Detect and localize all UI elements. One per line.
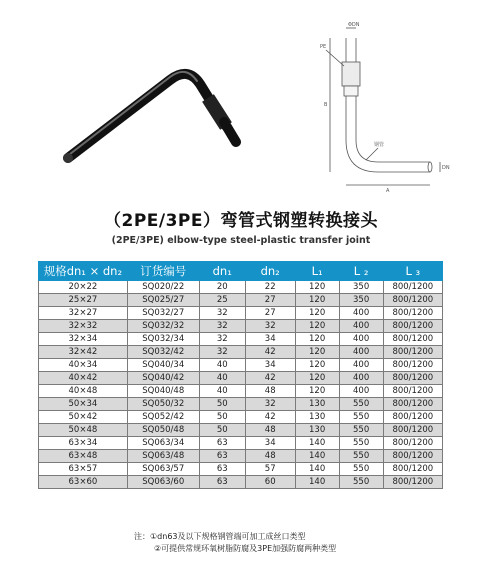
cell-dn2: 34 bbox=[245, 437, 295, 450]
cell-dn1: 40 bbox=[199, 372, 245, 385]
col-header-l1: L₁ bbox=[295, 262, 339, 281]
cell-order-no: SQ020/22 bbox=[127, 281, 199, 294]
drawing-label-right: DN bbox=[442, 165, 450, 171]
cell-l3: 800/1200 bbox=[383, 463, 442, 476]
cell-l3: 800/1200 bbox=[383, 450, 442, 463]
table-row bbox=[39, 450, 443, 463]
cell-dn1: 50 bbox=[199, 424, 245, 437]
cell-l2: 400 bbox=[339, 346, 383, 359]
cell-l2: 400 bbox=[339, 307, 383, 320]
col-header-dn1: dn₁ bbox=[199, 262, 245, 281]
cell-spec: 32×34 bbox=[39, 333, 128, 346]
cell-dn2: 34 bbox=[245, 359, 295, 372]
cell-l1: 130 bbox=[295, 411, 339, 424]
cell-dn1: 32 bbox=[199, 333, 245, 346]
cell-order-no: SQ040/48 bbox=[127, 385, 199, 398]
spec-table bbox=[38, 261, 443, 489]
cell-order-no: SQ063/60 bbox=[127, 476, 199, 489]
table-row bbox=[39, 320, 443, 333]
cell-l1: 120 bbox=[295, 372, 339, 385]
cell-order-no: SQ032/42 bbox=[127, 346, 199, 359]
cell-l3: 800/1200 bbox=[383, 411, 442, 424]
cell-order-no: SQ063/34 bbox=[127, 437, 199, 450]
drawing-label-steel: 钢管 bbox=[374, 142, 385, 148]
pipe-end-cap bbox=[63, 153, 73, 163]
table-body bbox=[39, 281, 443, 489]
cell-l2: 550 bbox=[339, 424, 383, 437]
cell-l3: 800/1200 bbox=[383, 372, 442, 385]
table-row bbox=[39, 463, 443, 476]
cell-dn2: 42 bbox=[245, 372, 295, 385]
table-row bbox=[39, 346, 443, 359]
table-row bbox=[39, 385, 443, 398]
cell-dn2: 22 bbox=[245, 281, 295, 294]
table-row bbox=[39, 294, 443, 307]
cell-dn1: 20 bbox=[199, 281, 245, 294]
table-row bbox=[39, 281, 443, 294]
cell-l1: 120 bbox=[295, 307, 339, 320]
table-row bbox=[39, 424, 443, 437]
technical-drawing bbox=[290, 20, 450, 195]
cell-spec: 32×27 bbox=[39, 307, 128, 320]
notes bbox=[134, 531, 336, 555]
page-title: （2PE/3PE）弯管式钢塑转换接头 bbox=[103, 211, 378, 231]
cell-order-no: SQ050/32 bbox=[127, 398, 199, 411]
cell-l3: 800/1200 bbox=[383, 424, 442, 437]
cell-l3: 800/1200 bbox=[383, 385, 442, 398]
cell-l1: 140 bbox=[295, 437, 339, 450]
cell-spec: 63×48 bbox=[39, 450, 128, 463]
cell-spec: 63×34 bbox=[39, 437, 128, 450]
cell-l3: 800/1200 bbox=[383, 281, 442, 294]
cell-order-no: SQ032/27 bbox=[127, 307, 199, 320]
cell-dn2: 48 bbox=[245, 385, 295, 398]
cell-dn2: 32 bbox=[245, 320, 295, 333]
cell-dn1: 63 bbox=[199, 450, 245, 463]
cell-spec: 50×34 bbox=[39, 398, 128, 411]
cell-l1: 140 bbox=[295, 450, 339, 463]
col-header-l2: L ₂ bbox=[339, 262, 383, 281]
note-2: ②可提供常规环氧树脂防腐及3PE加强防腐两种类型 bbox=[154, 544, 337, 553]
cell-l2: 550 bbox=[339, 450, 383, 463]
cell-l2: 550 bbox=[339, 398, 383, 411]
cell-l3: 800/1200 bbox=[383, 320, 442, 333]
cell-l3: 800/1200 bbox=[383, 476, 442, 489]
table-row bbox=[39, 307, 443, 320]
cell-l1: 120 bbox=[295, 346, 339, 359]
cell-order-no: SQ032/34 bbox=[127, 333, 199, 346]
cell-dn2: 42 bbox=[245, 411, 295, 424]
cell-dn1: 32 bbox=[199, 346, 245, 359]
col-header-dn2: dn₂ bbox=[245, 262, 295, 281]
cell-spec: 63×60 bbox=[39, 476, 128, 489]
cell-spec: 63×57 bbox=[39, 463, 128, 476]
cell-l2: 550 bbox=[339, 437, 383, 450]
cell-order-no: SQ052/42 bbox=[127, 411, 199, 424]
cell-l3: 800/1200 bbox=[383, 294, 442, 307]
cell-l1: 120 bbox=[295, 359, 339, 372]
table-row bbox=[39, 476, 443, 489]
cell-spec: 32×32 bbox=[39, 320, 128, 333]
cell-spec: 32×42 bbox=[39, 346, 128, 359]
cell-order-no: SQ040/42 bbox=[127, 372, 199, 385]
cell-spec: 40×48 bbox=[39, 385, 128, 398]
table-row bbox=[39, 359, 443, 372]
cell-l2: 350 bbox=[339, 294, 383, 307]
cell-dn2: 27 bbox=[245, 307, 295, 320]
note-1: 注：①dn63及以下规格钢管端可加工成丝口类型 bbox=[134, 532, 306, 541]
cell-l1: 130 bbox=[295, 424, 339, 437]
cell-dn1: 40 bbox=[199, 385, 245, 398]
page-subtitle: (2PE/3PE) elbow-type steel-plastic transfer joint bbox=[111, 235, 371, 246]
cell-dn2: 27 bbox=[245, 294, 295, 307]
table-row bbox=[39, 398, 443, 411]
cell-l3: 800/1200 bbox=[383, 437, 442, 450]
col-header-l3: L ₃ bbox=[383, 262, 442, 281]
cell-l1: 120 bbox=[295, 294, 339, 307]
cell-dn2: 57 bbox=[245, 463, 295, 476]
cell-order-no: SQ040/34 bbox=[127, 359, 199, 372]
table-row bbox=[39, 333, 443, 346]
cell-dn1: 32 bbox=[199, 307, 245, 320]
cell-spec: 50×42 bbox=[39, 411, 128, 424]
cell-l3: 800/1200 bbox=[383, 359, 442, 372]
col-header-order-no: 订货编号 bbox=[127, 262, 199, 281]
cell-l2: 400 bbox=[339, 320, 383, 333]
col-header-spec: 规格dn₁ × dn₂ bbox=[39, 262, 128, 281]
cell-l2: 350 bbox=[339, 281, 383, 294]
cell-spec: 40×42 bbox=[39, 372, 128, 385]
cell-spec: 40×34 bbox=[39, 359, 128, 372]
pipe-end bbox=[224, 122, 236, 142]
table-row bbox=[39, 437, 443, 450]
cell-spec: 25×27 bbox=[39, 294, 128, 307]
cell-dn2: 48 bbox=[245, 424, 295, 437]
cell-dn2: 34 bbox=[245, 333, 295, 346]
cell-l1: 140 bbox=[295, 463, 339, 476]
cell-l1: 140 bbox=[295, 476, 339, 489]
cell-order-no: SQ050/48 bbox=[127, 424, 199, 437]
cell-l2: 550 bbox=[339, 463, 383, 476]
cell-dn2: 42 bbox=[245, 346, 295, 359]
cell-dn2: 60 bbox=[245, 476, 295, 489]
drawing-label-side: B bbox=[324, 102, 328, 108]
cell-dn1: 25 bbox=[199, 294, 245, 307]
drawing-label-bottom: A bbox=[386, 188, 390, 194]
cell-l1: 130 bbox=[295, 398, 339, 411]
cell-l3: 800/1200 bbox=[383, 333, 442, 346]
cell-l3: 800/1200 bbox=[383, 307, 442, 320]
cell-dn1: 40 bbox=[199, 359, 245, 372]
cell-dn1: 63 bbox=[199, 437, 245, 450]
cell-l1: 120 bbox=[295, 385, 339, 398]
cell-order-no: SQ063/57 bbox=[127, 463, 199, 476]
cell-l1: 120 bbox=[295, 333, 339, 346]
cell-l3: 800/1200 bbox=[383, 398, 442, 411]
cell-l2: 400 bbox=[339, 372, 383, 385]
cell-order-no: SQ025/27 bbox=[127, 294, 199, 307]
cell-order-no: SQ063/48 bbox=[127, 450, 199, 463]
cell-l3: 800/1200 bbox=[383, 346, 442, 359]
cell-dn1: 32 bbox=[199, 320, 245, 333]
table-row bbox=[39, 411, 443, 424]
cell-dn1: 63 bbox=[199, 463, 245, 476]
drawing-label-pe: PE bbox=[320, 44, 327, 50]
cell-l2: 400 bbox=[339, 385, 383, 398]
cell-dn2: 32 bbox=[245, 398, 295, 411]
cell-spec: 50×48 bbox=[39, 424, 128, 437]
product-photo bbox=[40, 40, 250, 180]
cell-l2: 400 bbox=[339, 359, 383, 372]
cell-l1: 120 bbox=[295, 281, 339, 294]
cell-dn2: 48 bbox=[245, 450, 295, 463]
cell-spec: 20×22 bbox=[39, 281, 128, 294]
cell-l1: 120 bbox=[295, 320, 339, 333]
drawing-label-top: ΦDN bbox=[348, 22, 360, 28]
cell-order-no: SQ032/32 bbox=[127, 320, 199, 333]
cell-l2: 400 bbox=[339, 333, 383, 346]
cell-l2: 550 bbox=[339, 476, 383, 489]
cell-l2: 550 bbox=[339, 411, 383, 424]
table-row bbox=[39, 372, 443, 385]
cell-dn1: 50 bbox=[199, 398, 245, 411]
cell-dn1: 63 bbox=[199, 476, 245, 489]
table-header-row bbox=[39, 262, 443, 281]
cell-dn1: 50 bbox=[199, 411, 245, 424]
pipe-body bbox=[68, 74, 226, 158]
